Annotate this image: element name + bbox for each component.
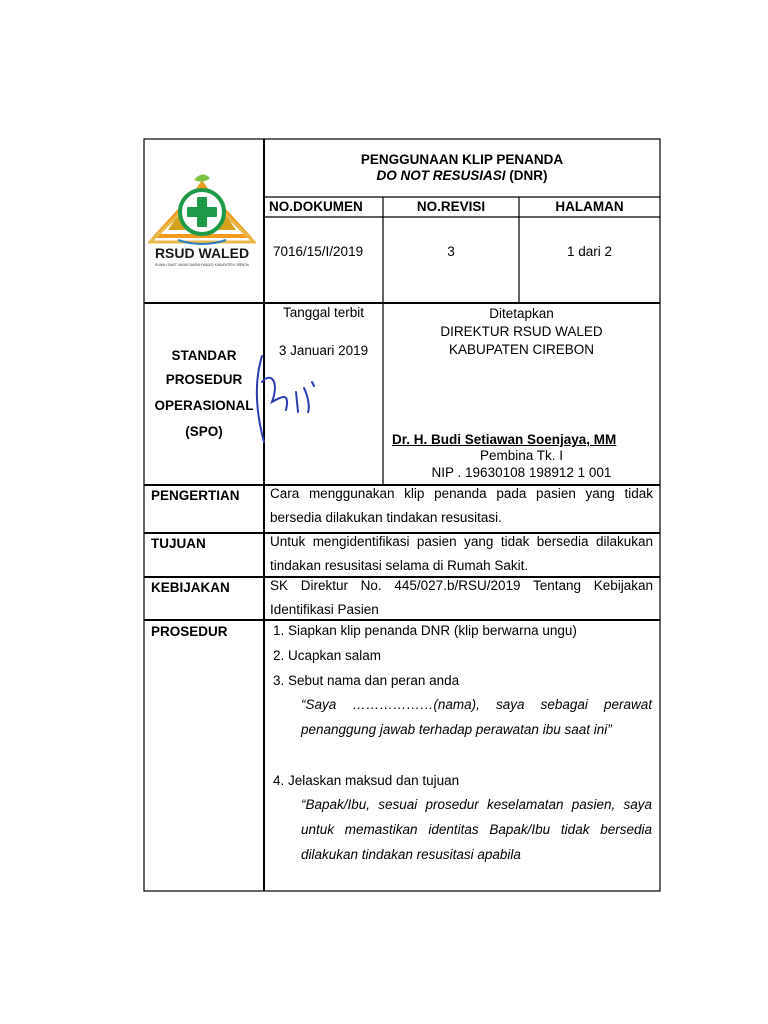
direktur-title: DIREKTUR RSUD WALED (440, 324, 603, 339)
spo-label-line4: (SPO) (185, 424, 223, 439)
kebijakan-text: SK Direktur No. 445/027.b/RSU/2019 Tentang Kebijakan Identifikasi Pasien (270, 578, 653, 617)
signature-mark (252, 352, 330, 448)
prosedur-step: 3. Sebut nama dan peran anda (273, 673, 460, 688)
no-revisi-label: NO.REVISI (416, 199, 486, 214)
no-dokumen-label: NO.DOKUMEN (269, 199, 363, 214)
logo-subtitle: RUMAH SAKIT UMUM DAERAH WALED KABUPATEN CIREBON (155, 263, 249, 267)
tujuan-text: Untuk mengidentifikasi pasien yang tidak bersedia dilakukan tindakan resusitasi selama di Rumah Sakit. (270, 534, 653, 573)
title-italic-part: DO NOT RESUSIASI (376, 168, 506, 183)
kebijakan-label: KEBIJAKAN (151, 580, 230, 595)
logo-leaf-icon (194, 174, 210, 181)
document-title-line2 (264, 168, 660, 184)
prosedur-label: PROSEDUR (151, 624, 228, 639)
title-rest-part: (DNR) (505, 168, 548, 183)
prosedur-quote-2: “Bapak/Ibu, sesuai prosedur keselamatan pasien, saya untuk memastikan identitas Bapak/Ibu tidak bersedia dilakukan tindakan resusitasi apabila (301, 797, 652, 862)
no-revisi-value: 3 (447, 244, 455, 259)
tanggal-terbit-label: Tanggal terbit (282, 305, 365, 320)
halaman-value: 1 dari 2 (566, 244, 613, 259)
hospital-logo (148, 170, 256, 268)
spo-label-line3: OPERASIONAL (154, 398, 254, 413)
ditetapkan-label: Ditetapkan (489, 306, 554, 321)
prosedur-step: 4. Jelaskan maksud dan tujuan (273, 773, 460, 788)
tujuan-label: TUJUAN (151, 536, 206, 551)
kabupaten-title: KABUPATEN CIREBON (448, 342, 595, 357)
prosedur-step: 1. Siapkan klip penanda DNR (klip berwarna ungu) (273, 623, 577, 638)
official-nip: NIP . 19630108 198912 1 001 (431, 465, 612, 480)
pengertian-text: Cara menggunakan klip penanda pada pasien yang tidak bersedia dilakukan tindakan resusitasi. (270, 486, 653, 525)
pengertian-label: PENGERTIAN (151, 488, 240, 503)
official-name: Dr. H. Budi Setiawan Soenjaya, MM (392, 432, 617, 447)
no-dokumen-value: 7016/15/I/2019 (273, 244, 364, 259)
logo-name: RSUD WALED (154, 245, 250, 261)
prosedur-step: 2. Ucapkan salam (273, 648, 382, 663)
official-rank: Pembina Tk. I (479, 448, 564, 463)
spo-label-line1: STANDAR (171, 348, 237, 363)
tanggal-terbit-value: 3 Januari 2019 (278, 343, 369, 358)
document-title-line1: PENGGUNAAN KLIP PENANDA (360, 152, 564, 167)
spo-label-line2: PROSEDUR (165, 372, 243, 387)
prosedur-quote-1: “Saya ………………(nama), saya sebagai perawat penanggung jawab terhadap perawatan ibu saat ini” (301, 697, 652, 737)
halaman-label: HALAMAN (555, 199, 624, 214)
